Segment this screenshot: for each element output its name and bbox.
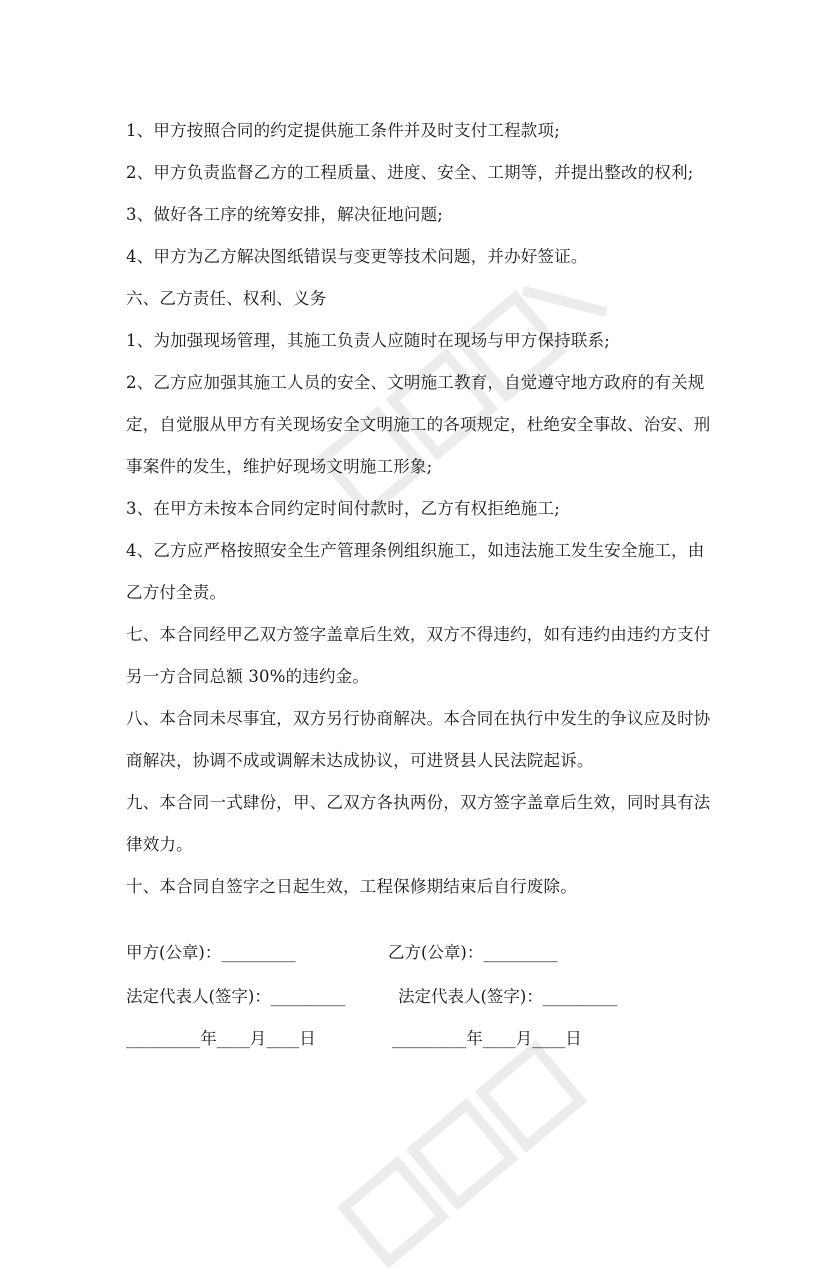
clause-text: 九、本合同一式肆份，甲、乙双方各执两份，双方签字盖章后生效，同时具有法律效力。 [126,793,711,854]
party-a-seal: 甲方(公章)：_________ [126,943,296,962]
signature-rep-row [126,982,726,1012]
section-heading: 六、乙方责任、权利、义务 [126,289,327,308]
clause-text: 4、乙方应严格按照安全生产管理条例组织施工，如违法施工发生安全施工，由乙方付全责。 [126,541,705,602]
clause-text: 1、甲方按照合同的约定提供施工条件并及时支付工程款项; [126,121,560,140]
clause-text: 4、甲方为乙方解决图纸错误与变更等技术问题，并办好签证。 [126,247,588,266]
clause-text: 十、本合同自签字之日起生效，工程保修期结束后自行废除。 [126,877,577,896]
clause-text: 七、本合同经甲乙双方签字盖章后生效，双方不得违约，如有违约由违约方支付另一方合同总额 30%的违约金。 [126,625,711,686]
clause-text: 1、为加强现场管理，其施工负责人应随时在现场与甲方保持联系; [126,331,611,350]
party-a-date: _________年____月____日 [126,1029,316,1048]
clause-text: 八、本合同未尽事宜，双方另行协商解决。本合同在执行中发生的争议应及时协商解决，协调不成或调解未达成协议，可进贤县人民法院起诉。 [126,709,711,770]
signature-seal-row [126,938,726,968]
party-b-seal: 乙方(公章)：_________ [388,943,558,962]
contract-body [126,110,716,908]
party-b-representative: 法定代表人(签字)：_________ [398,987,618,1006]
party-a-representative: 法定代表人(签字)：_________ [126,987,346,1006]
clause-text: 2、甲方负责监督乙方的工程质量、进度、安全、工期等，并提出整改的权利; [126,163,694,182]
clause-text: 3、在甲方未按本合同约定时间付款时，乙方有权拒绝施工; [126,499,560,518]
signature-date-row [126,1024,726,1054]
clause-text: 2、乙方应加强其施工人员的安全、文明施工教育，自觉遵守地方政府的有关规定，自觉服从甲方有关现场安全文明施工的各项规定，杜绝安全事故、治安、刑事案件的发生，维护好现场文明施工形象; [126,373,711,476]
clause-text: 3、做好各工序的统筹安排，解决征地问题; [126,205,444,224]
party-b-date: _________年____月____日 [392,1029,582,1048]
